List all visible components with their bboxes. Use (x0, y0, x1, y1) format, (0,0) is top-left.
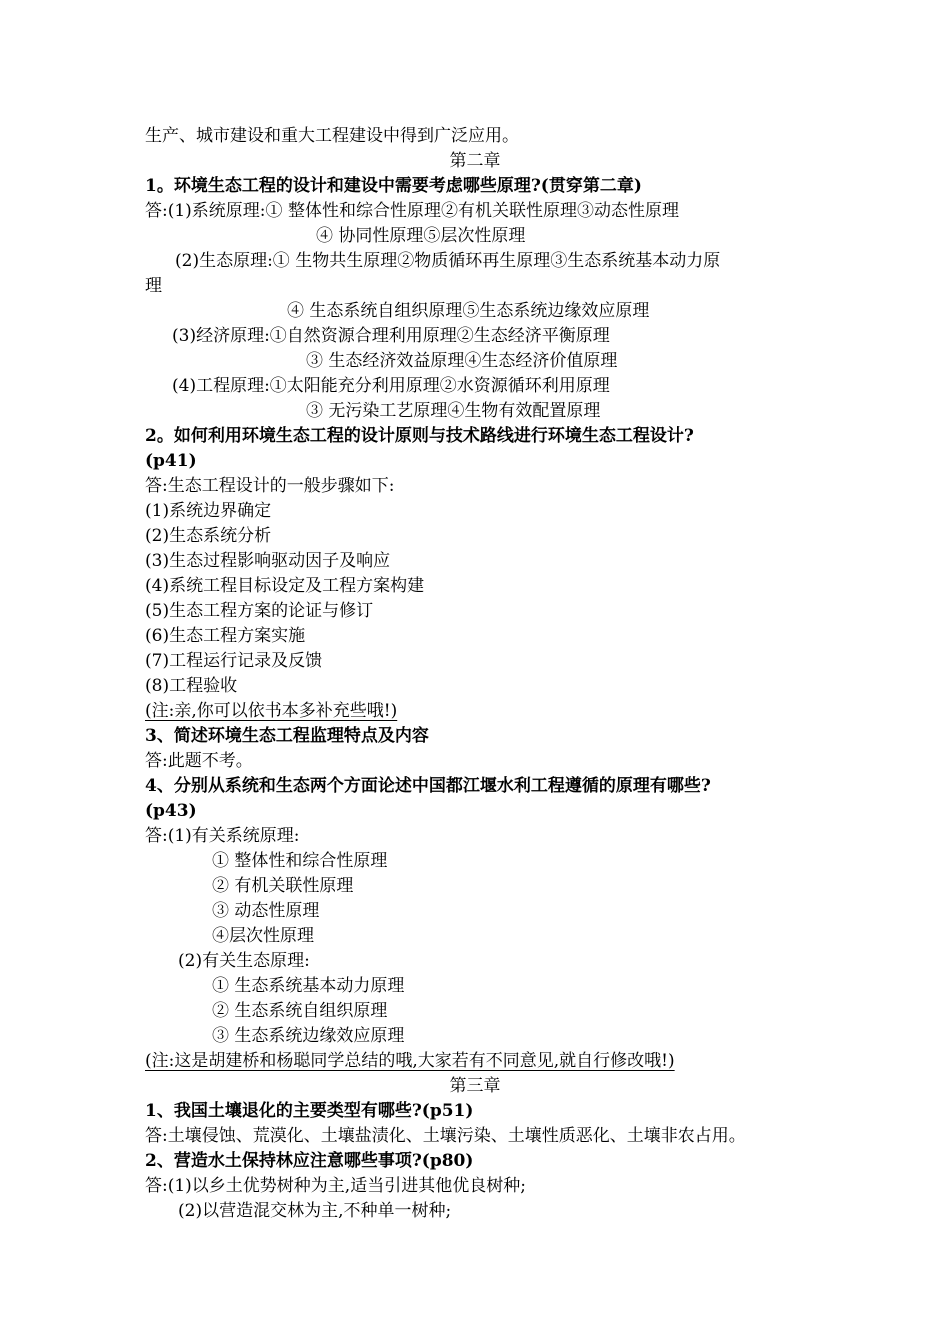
question-heading: (p41) (145, 451, 197, 471)
question-heading: 2。如何利用环境生态工程的设计原则与技术路线进行环境生态工程设计? (145, 426, 694, 446)
chapter-heading: 第二章 (449, 151, 501, 171)
answer-line: 答:生态工程设计的一般步骤如下: (145, 476, 395, 496)
answer-line: 答:此题不考。 (145, 751, 253, 771)
question-heading: 2、营造水土保持林应注意哪些事项?(p80) (145, 1151, 474, 1171)
list-item: ① 生态系统基本动力原理 (212, 976, 405, 996)
answer-line: ④ 协同性原理⑤层次性原理 (316, 226, 526, 246)
list-item: (7)工程运行记录及反馈 (145, 651, 323, 671)
answer-line: 答:(1)有关系统原理: (145, 826, 300, 846)
list-item: ③ 动态性原理 (212, 901, 320, 921)
list-item: ① 整体性和综合性原理 (212, 851, 388, 871)
question-heading: (p43) (145, 801, 197, 821)
list-item: ④层次性原理 (212, 926, 314, 946)
question-heading: 1、我国土壤退化的主要类型有哪些?(p51) (145, 1101, 474, 1121)
question-heading: 1。环境生态工程的设计和建设中需要考虑哪些原理?(贯穿第二章) (145, 176, 642, 196)
list-item: (4)系统工程目标设定及工程方案构建 (145, 576, 425, 596)
list-item: (6)生态工程方案实施 (145, 626, 306, 646)
answer-line: ③ 生态经济效益原理④生态经济价值原理 (306, 351, 618, 371)
list-item: (2)生态系统分析 (145, 526, 272, 546)
answer-line: (4)工程原理:①太阳能充分利用原理②水资源循环利用原理 (172, 376, 610, 396)
list-item: (5)生态工程方案的论证与修订 (145, 601, 374, 621)
answer-line: 答:(1)系统原理:① 整体性和综合性原理②有机关联性原理③动态性原理 (145, 201, 679, 221)
note-line: (注:亲,你可以依书本多补充些哦!) (145, 701, 398, 721)
note-line: (注:这是胡建桥和杨聪同学总结的哦,大家若有不同意见,就自行修改哦!) (145, 1051, 675, 1071)
text-line: 生产、城市建设和重大工程建设中得到广泛应用。 (145, 126, 519, 146)
answer-line: ④ 生态系统自组织原理⑤生态系统边缘效应原理 (287, 301, 650, 321)
answer-line: (2)生态原理:① 生物共生原理②物质循环再生原理③生态系统基本动力原 (175, 251, 721, 271)
list-item: (3)生态过程影响驱动因子及响应 (145, 551, 391, 571)
list-item: (8)工程验收 (145, 676, 238, 696)
answer-line: 理 (145, 276, 162, 296)
list-item: ② 生态系统自组织原理 (212, 1001, 388, 1021)
list-item: ② 有机关联性原理 (212, 876, 354, 896)
answer-line: 答:(1)以乡土优势树种为主,适当引进其他优良树种; (145, 1176, 526, 1196)
answer-line: 答:土壤侵蚀、荒漠化、土壤盐渍化、土壤污染、土壤性质恶化、土壤非农占用。 (145, 1126, 746, 1146)
chapter-heading: 第三章 (449, 1076, 501, 1096)
answer-line: ③ 无污染工艺原理④生物有效配置原理 (306, 401, 601, 421)
list-item: (1)系统边界确定 (145, 501, 272, 521)
answer-line: (3)经济原理:①自然资源合理利用原理②生态经济平衡原理 (172, 326, 610, 346)
answer-line: (2)有关生态原理: (178, 951, 310, 971)
question-heading: 3、简述环境生态工程监理特点及内容 (145, 726, 429, 746)
question-heading: 4、分别从系统和生态两个方面论述中国都江堰水利工程遵循的原理有哪些? (145, 776, 711, 796)
answer-line: (2)以营造混交林为主,不种单一树种; (178, 1201, 452, 1221)
list-item: ③ 生态系统边缘效应原理 (212, 1026, 405, 1046)
